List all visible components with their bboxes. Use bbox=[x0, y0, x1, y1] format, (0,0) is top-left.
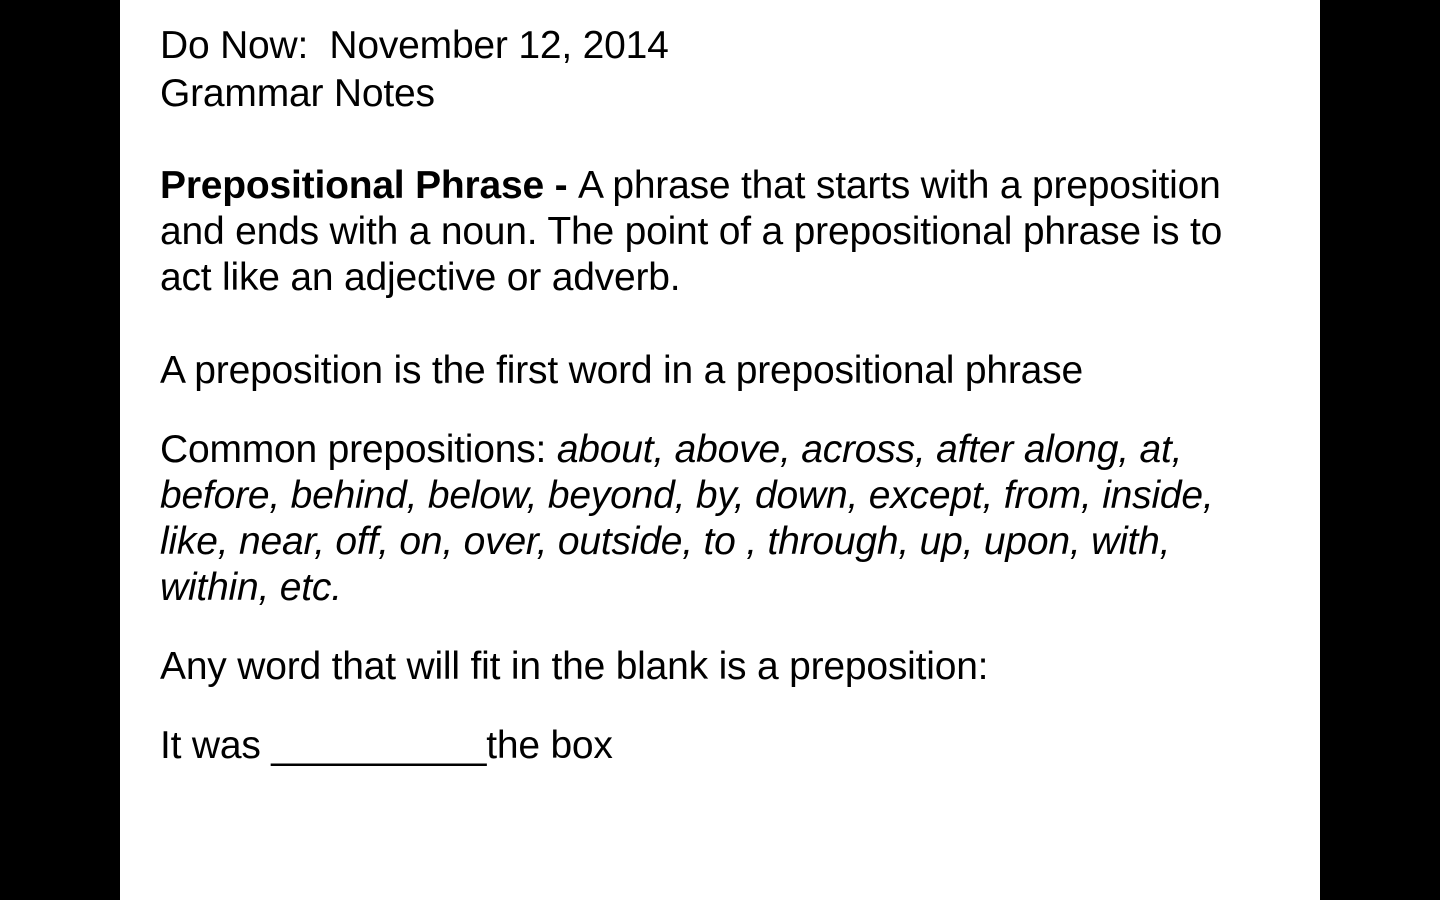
slide-text-body bbox=[160, 22, 1280, 770]
definition-paragraph bbox=[160, 163, 1280, 301]
slide-canvas bbox=[120, 0, 1320, 900]
spacer-after-heading bbox=[160, 117, 1280, 163]
spacer-after-definition bbox=[160, 301, 1280, 347]
spacer-after-rule bbox=[160, 395, 1280, 427]
spacer-after-blank-rule bbox=[160, 690, 1280, 722]
common-prepositions-label: Common prepositions: bbox=[160, 427, 557, 471]
preposition-rule: A preposition is the first word in a prepositional phrase bbox=[160, 349, 1083, 393]
definition-term: Prepositional Phrase - bbox=[160, 164, 579, 208]
common-prepositions-paragraph bbox=[160, 427, 1280, 611]
spacer-after-common bbox=[160, 611, 1280, 643]
blank-rule: Any word that will fit in the blank is a preposition: bbox=[160, 644, 989, 688]
slide-heading-line-2: Grammar Notes bbox=[160, 71, 435, 115]
common-prepositions-list: about, above, across, after along, at, before, behind, below, beyond, by, down, except, from, inside, like, near, off, on, over, outside, to , through, up, upon, with, within, etc. bbox=[160, 427, 1214, 609]
slide-heading-line-1: Do Now: November 12, 2014 bbox=[160, 24, 669, 67]
definition-body: A phrase that starts with a preposition and ends with a noun. The point of a prepositional phrase is to act like an adjective or adverb. bbox=[160, 164, 1223, 300]
blank-example: It was __________the box bbox=[160, 724, 613, 768]
